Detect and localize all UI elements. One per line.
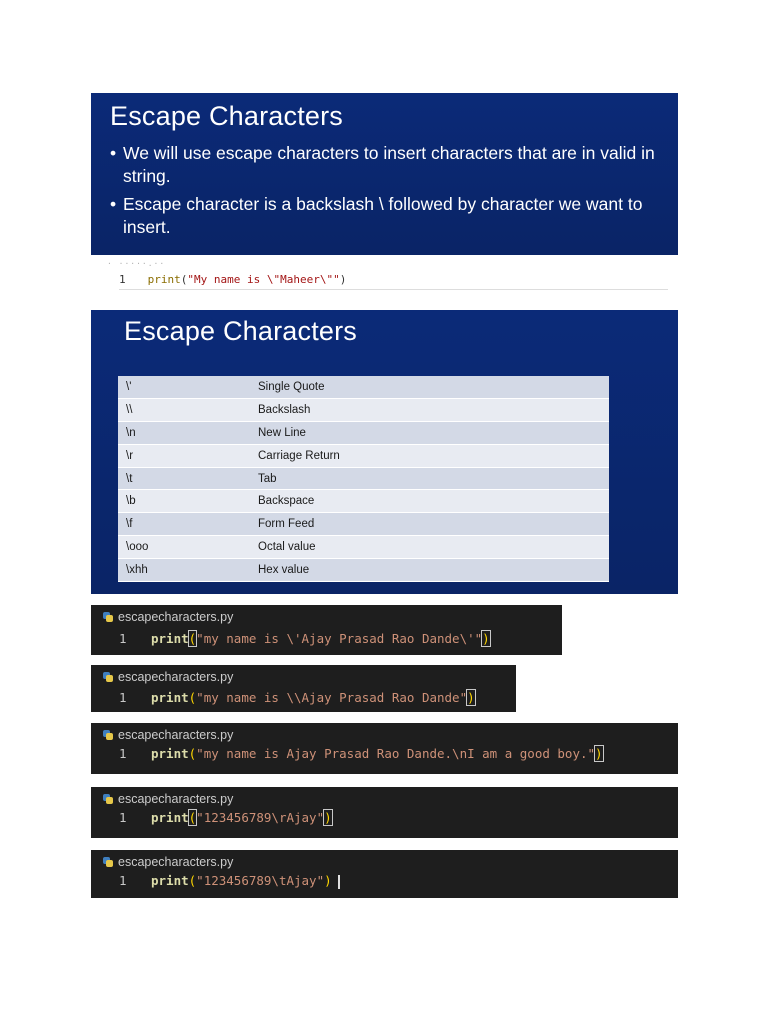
code-function: print xyxy=(151,690,189,705)
slide-title: Escape Characters xyxy=(110,101,344,131)
code-string: "my name is \'Ajay Prasad Rao Dande\'" xyxy=(196,631,483,646)
text-cursor xyxy=(338,875,340,889)
line-number: 1 xyxy=(119,690,127,705)
file-tab[interactable] xyxy=(103,670,233,684)
bullet-item: • Escape character is a backslash \ followed by character we want to insert. xyxy=(110,193,668,239)
file-tab[interactable] xyxy=(103,610,233,624)
python-file-icon xyxy=(103,794,113,804)
code-paren: ) xyxy=(595,746,603,761)
python-file-icon xyxy=(103,612,113,622)
file-name: escapecharacters.py xyxy=(118,610,234,624)
code-editor xyxy=(91,787,678,838)
code-string: "123456789\rAjay" xyxy=(196,810,325,825)
code-function: print xyxy=(151,873,189,888)
file-tab[interactable] xyxy=(103,792,233,806)
bullet-item: • We will use escape characters to insert characters that are in valid in string. xyxy=(110,142,668,188)
escape-code: \n xyxy=(118,421,250,444)
file-name: escapecharacters.py xyxy=(118,728,234,742)
code-paren: ( xyxy=(188,873,197,888)
table-row xyxy=(118,490,609,513)
escape-description: Octal value xyxy=(250,536,609,559)
escape-code: \' xyxy=(118,376,250,398)
code-editor xyxy=(91,723,678,774)
code-paren: ) xyxy=(324,810,332,825)
code-paren: ( xyxy=(188,810,197,825)
escape-code: \xhh xyxy=(118,559,250,582)
code-editor xyxy=(91,665,516,712)
line-number: 1 xyxy=(119,873,127,888)
code-line xyxy=(119,273,346,286)
line-number: 1 xyxy=(119,746,127,761)
code-editor xyxy=(91,605,562,655)
python-file-icon xyxy=(103,672,113,682)
escape-description: Hex value xyxy=(250,559,609,582)
escape-code: \ooo xyxy=(118,536,250,559)
code-line[interactable] xyxy=(119,631,490,646)
code-paren: ( xyxy=(188,690,197,705)
bullet-list xyxy=(110,142,668,239)
table-row xyxy=(118,421,609,444)
table-row xyxy=(118,444,609,467)
escape-code: \f xyxy=(118,513,250,536)
slide-escape-table xyxy=(91,310,678,594)
escape-description: Backspace xyxy=(250,490,609,513)
escape-code: \b xyxy=(118,490,250,513)
file-tab-hint: · ·····.·· xyxy=(107,259,166,268)
file-tab[interactable] xyxy=(103,728,233,742)
code-line[interactable] xyxy=(119,690,475,705)
table-row xyxy=(118,559,609,582)
code-function: print xyxy=(151,810,189,825)
code-line[interactable] xyxy=(119,810,332,825)
code-paren: ) xyxy=(324,873,332,888)
escape-description: Carriage Return xyxy=(250,444,609,467)
table-row xyxy=(118,376,609,398)
code-snippet-light xyxy=(91,259,678,292)
escape-table xyxy=(118,376,609,582)
python-file-icon xyxy=(103,857,113,867)
file-name: escapecharacters.py xyxy=(118,855,234,869)
file-tab[interactable] xyxy=(103,855,233,869)
slide-escape-intro xyxy=(91,93,678,255)
code-paren: ) xyxy=(339,273,347,286)
code-function: print xyxy=(151,631,189,646)
code-string: "123456789\tAjay" xyxy=(196,873,325,888)
code-paren: ) xyxy=(482,631,490,646)
divider xyxy=(119,289,668,290)
code-string: "my name is Ajay Prasad Rao Dande.\nI am a good boy." xyxy=(196,746,596,761)
escape-code: \t xyxy=(118,467,250,490)
slide-title: Escape Characters xyxy=(124,316,358,346)
file-name: escapecharacters.py xyxy=(118,792,234,806)
line-number: 1 xyxy=(119,631,127,646)
file-name: escapecharacters.py xyxy=(118,670,234,684)
code-paren: ) xyxy=(467,690,475,705)
code-function: print xyxy=(147,273,181,286)
code-paren: ( xyxy=(188,631,197,646)
escape-description: Backslash xyxy=(250,398,609,421)
escape-code: \r xyxy=(118,444,250,467)
code-editor xyxy=(91,850,678,898)
line-number: 1 xyxy=(119,810,127,825)
table-row xyxy=(118,467,609,490)
line-number: 1 xyxy=(119,273,126,286)
code-line[interactable] xyxy=(119,873,340,889)
escape-description: New Line xyxy=(250,421,609,444)
table-row xyxy=(118,536,609,559)
code-string: "My name is \"Maheer\"" xyxy=(187,273,340,286)
table-row xyxy=(118,398,609,421)
code-paren: ( xyxy=(188,746,197,761)
code-string: "my name is \\Ajay Prasad Rao Dande" xyxy=(196,690,468,705)
code-line[interactable] xyxy=(119,746,603,761)
code-paren: ( xyxy=(180,273,188,286)
escape-code: \\ xyxy=(118,398,250,421)
escape-description: Single Quote xyxy=(250,376,609,398)
code-function: print xyxy=(151,746,189,761)
escape-description: Tab xyxy=(250,467,609,490)
table-row xyxy=(118,513,609,536)
python-file-icon xyxy=(103,730,113,740)
escape-description: Form Feed xyxy=(250,513,609,536)
